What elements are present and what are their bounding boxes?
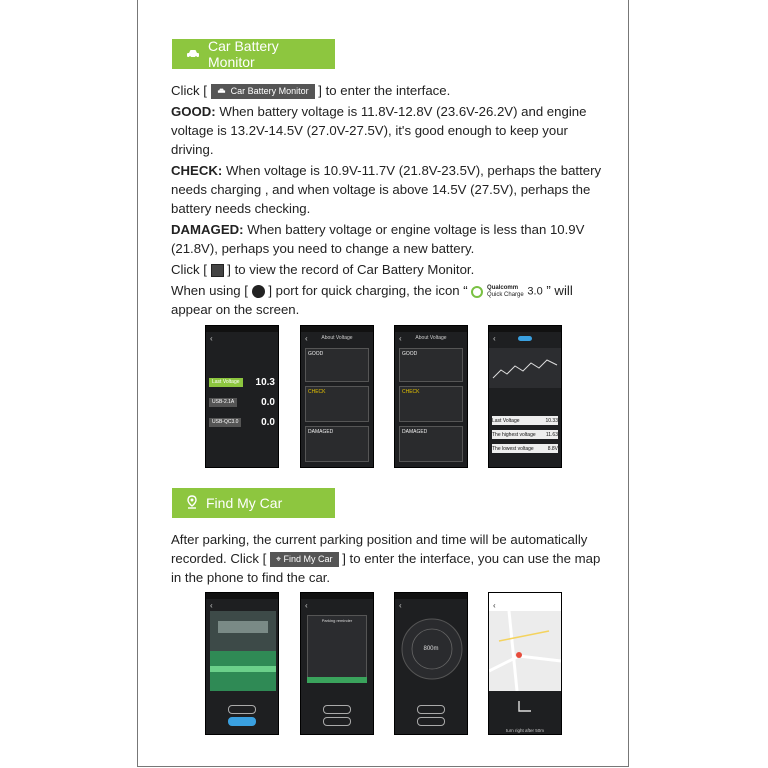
damaged-label: DAMAGED: [171,222,244,237]
row-label: USB-2.1A [209,398,237,407]
parking-reminder-dialog [307,615,367,683]
row-label: The lowest voltage [492,445,534,452]
map-view [489,611,561,691]
row-label: Last Voltage [492,417,520,424]
damaged-text: When battery voltage or engine voltage is less than 10.9V (21.8V), perhaps you need to change a new battery. [171,222,585,256]
qc-logo-brand: Qualcomm [487,284,519,291]
findcar-text-post: ] to enter the interface, you can use the map in the phone to find the car. [171,551,601,585]
battery-description [171,81,611,319]
card-title: CHECK [308,389,326,395]
card-title: GOOD [402,351,418,357]
screenshot-map: ‹ turn right after 50m [488,592,562,735]
card-title: GOOD [308,351,324,357]
car-battery-monitor-chip [211,84,315,99]
good-label: GOOD: [171,104,216,119]
row-label: Last Voltage [209,378,243,387]
header-label: Find My Car [206,495,283,511]
qc-logo-text: Quick Charge [487,291,524,298]
row-label: USB-QC3.0 [209,418,241,427]
distance-value: 800m [423,646,439,652]
good-text: When battery voltage is 11.8V-12.8V (23.6V-26.2V) and engine voltage is 13.2V-14.5V (27.0V-27.5V), it's good enough to keep your driving. [171,104,587,157]
record-icon [211,264,224,277]
screenshot-about-voltage-2: ‹ About Voltage GOOD CHECK DAMAGED [394,325,468,468]
qc-logo-version: 3.0 [527,285,543,298]
row-value: 0.0 [261,397,275,408]
dialog-title: Parking reminder [321,618,353,623]
check-label: CHECK: [171,163,223,178]
findcar-text-pre: After parking, the current parking position and time will be automatically recorded. Click [ [171,532,588,566]
chip-label: Find My Car [283,554,333,565]
text-qc-pre: When using [ [171,283,248,298]
quick-charge-port-icon [252,285,265,298]
text-click2-pre: Click [ [171,262,207,277]
text-click2-post: ] to view the record of Car Battery Monitor. [227,262,475,277]
text-qc-post: ” will appear on the screen. [171,283,573,317]
card-title: CHECK [402,389,420,395]
turn-right-icon [515,699,535,715]
parking-photo [210,611,276,691]
row-value: 8.8V [547,445,558,452]
screen-title: About Voltage [321,335,353,341]
voltage-graph [489,348,561,388]
navigation-panel [489,691,561,735]
car-icon [217,88,226,94]
direction-text: turn right after 50m [505,728,545,733]
screenshot-battery-main: ‹ Last Voltage 10.3 USB-2.1A 0.0 USB-QC3.0 0.0 [205,325,279,468]
screen-title: About Voltage [415,335,447,341]
location-pin-icon: ⌖ [275,554,282,565]
card-title: DAMAGED [402,429,428,435]
car-icon [186,46,200,62]
car-battery-monitor-header [172,39,335,69]
find-car-description [171,530,611,587]
screenshot-compass: ‹ 800m [394,592,468,735]
chip-label: Car Battery Monitor [230,86,309,97]
text-qc-mid: ] port for quick charging, the icon “ [268,283,468,298]
screenshot-parking-reminder: ‹ Parking reminder [300,592,374,735]
text-click-post: ] to enter the interface. [318,83,451,98]
header-label: Car Battery Monitor [208,38,279,70]
check-text: When voltage is 10.9V-11.7V (21.8V-23.5V), perhaps the battery needs charging , and when voltage is above 14.5V (27.5V), perhaps the battery needs checking. [171,163,602,216]
row-value: 11.63 [545,431,558,438]
card-title: DAMAGED [308,429,334,435]
screenshot-voltage-record: ‹ Last Voltage 10.33 The highest voltage 11.63 The lowest voltage 8.8V [488,325,562,468]
row-value: 0.0 [261,417,275,428]
row-value: 10.3 [255,377,275,388]
screenshot-about-voltage-1: ‹ About Voltage GOOD CHECK DAMAGED [300,325,374,468]
row-label: The highest voltage [492,431,536,438]
row-value: 10.33 [545,417,558,424]
find-my-car-header [172,488,335,518]
qualcomm-quick-charge-logo [471,285,542,299]
location-pin-icon [186,495,198,512]
find-my-car-chip [270,552,339,567]
screenshot-parking-photo: ‹ [205,592,279,735]
quick-charge-icon [471,286,483,298]
text-click-pre: Click [ [171,83,207,98]
